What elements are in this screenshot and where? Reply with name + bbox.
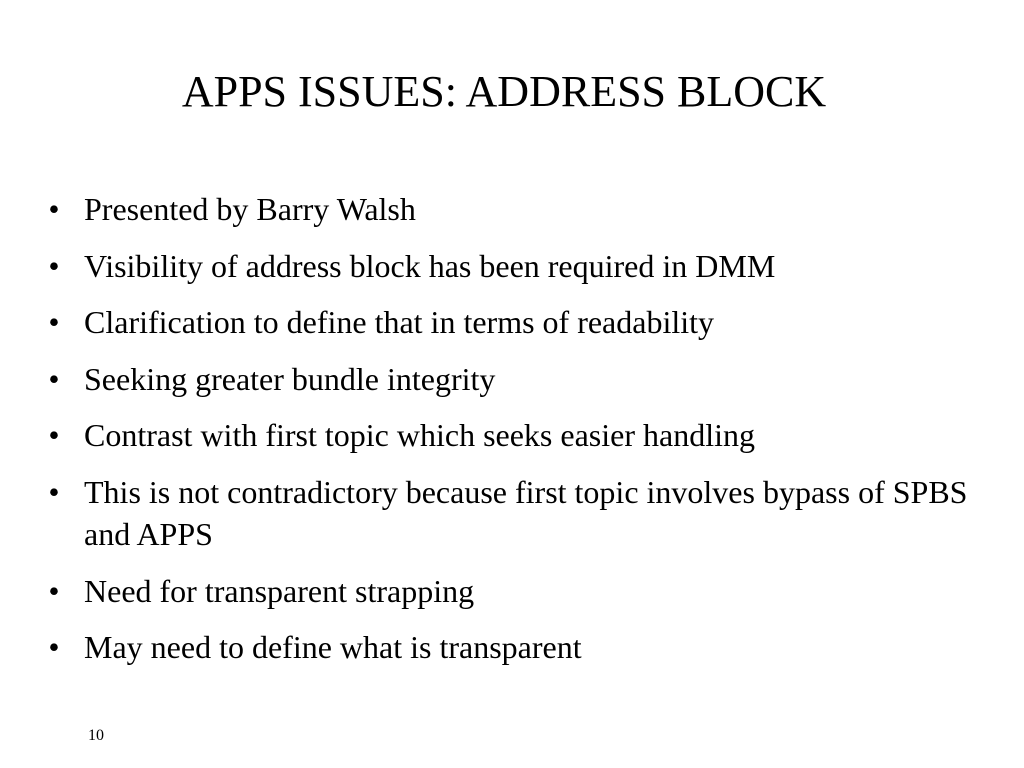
bullet-text: Seeking greater bundle integrity	[84, 360, 496, 397]
bullet-text: May need to define what is transparent	[84, 629, 582, 666]
bullet-item	[44, 301, 984, 343]
bullet-item	[44, 570, 984, 612]
bullet-text: Contrast with first topic which seeks easier handling	[84, 417, 755, 454]
bullet-item	[44, 414, 984, 456]
bullet-text: Need for transparent strapping	[84, 572, 475, 609]
bullet-icon: •	[48, 304, 60, 341]
bullet-icon: •	[48, 473, 60, 510]
bullet-icon: •	[48, 360, 60, 397]
bullet-item	[44, 358, 984, 400]
slide-number: 10	[88, 727, 104, 744]
bullet-text: Visibility of address block has been required in DMM	[84, 247, 776, 284]
bullet-item	[44, 626, 984, 668]
bullet-icon: •	[48, 247, 60, 284]
bullet-text: This is not contradictory because first topic involves bypass of SPBS and APPS	[84, 473, 968, 552]
bullet-text: Clarification to define that in terms of readability	[84, 304, 715, 341]
bullet-icon: •	[48, 417, 60, 454]
bullet-icon: •	[48, 572, 60, 609]
bullet-item	[44, 471, 984, 555]
bullet-icon: •	[48, 191, 60, 227]
bullet-item	[44, 188, 984, 230]
bullet-icon: •	[48, 629, 60, 666]
slide-title: APPS ISSUES: ADDRESS BLOCK	[181, 67, 827, 116]
bullet-list	[44, 188, 984, 683]
bullet-text: Presented by Barry Walsh	[84, 191, 416, 227]
bullet-item	[44, 245, 984, 287]
